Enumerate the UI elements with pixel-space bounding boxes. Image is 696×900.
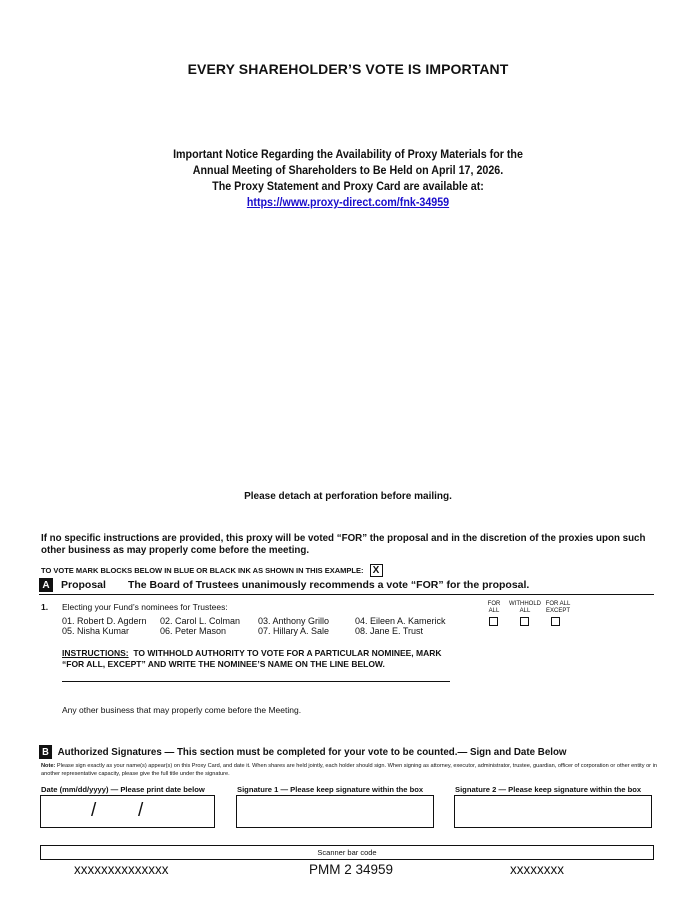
nominee-03: 03. Anthony Grillo bbox=[258, 616, 330, 626]
instructions-line-1: If no specific instructions are provided, this proxy will be voted “FOR” the proposal and in the discretion of the proxies upon such bbox=[41, 532, 646, 544]
signature-1-label: Signature 1 — Please keep signature within the box bbox=[237, 785, 424, 794]
signature-2-label: Signature 2 — Please keep signature within the box bbox=[455, 785, 642, 794]
section-a-header bbox=[39, 578, 529, 592]
signature-1-box[interactable] bbox=[236, 795, 434, 828]
other-business: Any other business that may properly come before the Meeting. bbox=[62, 705, 302, 715]
for-all-checkbox[interactable] bbox=[489, 617, 498, 626]
withhold-line-2: “FOR ALL, EXCEPT” AND WRITE THE NOMINEE’S NAME ON THE LINE BELOW. bbox=[62, 659, 385, 669]
nominee-01: 01. Robert D. Agdern bbox=[62, 616, 147, 626]
page-title: EVERY SHAREHOLDER’S VOTE IS IMPORTANT bbox=[187, 61, 509, 77]
column-for-all-line-1: FOR bbox=[487, 601, 501, 607]
nominee-06: 06. Peter Mason bbox=[160, 626, 227, 636]
column-for-all-except bbox=[543, 601, 573, 614]
section-b-label: Authorized Signatures — This section must be completed for your vote to be counted.— Sign and Date Below bbox=[57, 746, 567, 758]
section-b-badge: B bbox=[39, 745, 52, 759]
proposal-number: 1. bbox=[41, 602, 49, 612]
for-all-except-checkbox[interactable] bbox=[551, 617, 560, 626]
section-a-rule bbox=[39, 594, 654, 595]
section-a-badge: A bbox=[39, 578, 53, 592]
nominee-exception-line[interactable] bbox=[62, 681, 450, 682]
proposal-item bbox=[41, 602, 228, 612]
scanner-bar-code: Scanner bar code bbox=[40, 845, 654, 860]
date-slash-1: / bbox=[91, 800, 97, 821]
mark-example-text: TO VOTE MARK BLOCKS BELOW IN BLUE OR BLACK INK AS SHOWN IN THIS EXAMPLE: bbox=[41, 566, 364, 575]
proxy-materials-link[interactable]: https://www.proxy-direct.com/fnk-34959 bbox=[246, 197, 450, 209]
center-code: PMM 2 34959 bbox=[309, 862, 394, 877]
signature-2-box[interactable] bbox=[454, 795, 652, 828]
column-withhold-line-1: WITHHOLD bbox=[509, 601, 541, 607]
section-a-label: Proposal bbox=[61, 579, 106, 591]
section-a-description: The Board of Trustees unanimously recommends a vote “FOR” for the proposal. bbox=[127, 579, 530, 591]
nominee-07: 07. Hillary A. Sale bbox=[258, 626, 330, 636]
date-label: Date (mm/dd/yyyy) — Please print date below bbox=[41, 785, 205, 794]
column-for-all bbox=[482, 601, 506, 614]
nominee-04: 04. Eileen A. Kamerick bbox=[355, 616, 446, 626]
left-code: xxxxxxxxxxxxxx bbox=[74, 862, 169, 877]
note-text: Please sign exactly as your name(s) appear(s) on this Proxy Card, and date it. When shares are held jointly, each holder should sign. When signing as attorney, executor, administrator, trustee, guardian, officer of corporation or other entity or in another representative capacity, please give the full title under the signature. bbox=[41, 763, 657, 777]
column-except-line-1: FOR ALL bbox=[545, 601, 571, 607]
note-label: Note: bbox=[41, 763, 56, 769]
date-slash-2: / bbox=[138, 800, 144, 821]
column-withhold-line-2: ALL bbox=[519, 607, 531, 614]
withhold-instructions bbox=[62, 648, 442, 670]
column-except-line-2: EXCEPT bbox=[545, 607, 570, 614]
nominee-02: 02. Carol L. Colman bbox=[160, 616, 241, 626]
nominee-list bbox=[62, 616, 455, 636]
withhold-all-checkbox[interactable] bbox=[520, 617, 529, 626]
detach-instruction: Please detach at perforation before mailing. bbox=[244, 491, 452, 502]
instructions-line-2: other business as may properly come before the meeting. bbox=[41, 544, 310, 556]
column-for-all-line-2: ALL bbox=[488, 607, 500, 614]
date-box[interactable] bbox=[40, 795, 215, 828]
withhold-line-1: TO WITHHOLD AUTHORITY TO VOTE FOR A PARTICULAR NOMINEE, MARK bbox=[133, 648, 442, 658]
notice-line-2: Annual Meeting of Shareholders to Be Held on April 17, 2026. bbox=[192, 165, 504, 177]
mark-example-line bbox=[41, 564, 383, 577]
notice-line-3: The Proxy Statement and Proxy Card are available at: bbox=[212, 181, 484, 193]
notice-line-1: Important Notice Regarding the Availability of Proxy Materials for the bbox=[173, 149, 523, 161]
proxy-notice bbox=[24, 147, 671, 211]
withhold-label: INSTRUCTIONS: bbox=[62, 648, 129, 658]
right-code: xxxxxxxx bbox=[510, 862, 564, 877]
nominee-05: 05. Nisha Kumar bbox=[62, 626, 130, 636]
mark-example-box: X bbox=[370, 564, 383, 577]
signature-note bbox=[41, 763, 661, 778]
nominee-08: 08. Jane E. Trust bbox=[355, 626, 424, 636]
proposal-text: Electing your Fund’s nominees for Trustees: bbox=[62, 602, 228, 612]
section-b-header bbox=[39, 745, 567, 759]
column-withhold-all bbox=[507, 601, 543, 614]
default-vote-instructions bbox=[41, 532, 646, 556]
